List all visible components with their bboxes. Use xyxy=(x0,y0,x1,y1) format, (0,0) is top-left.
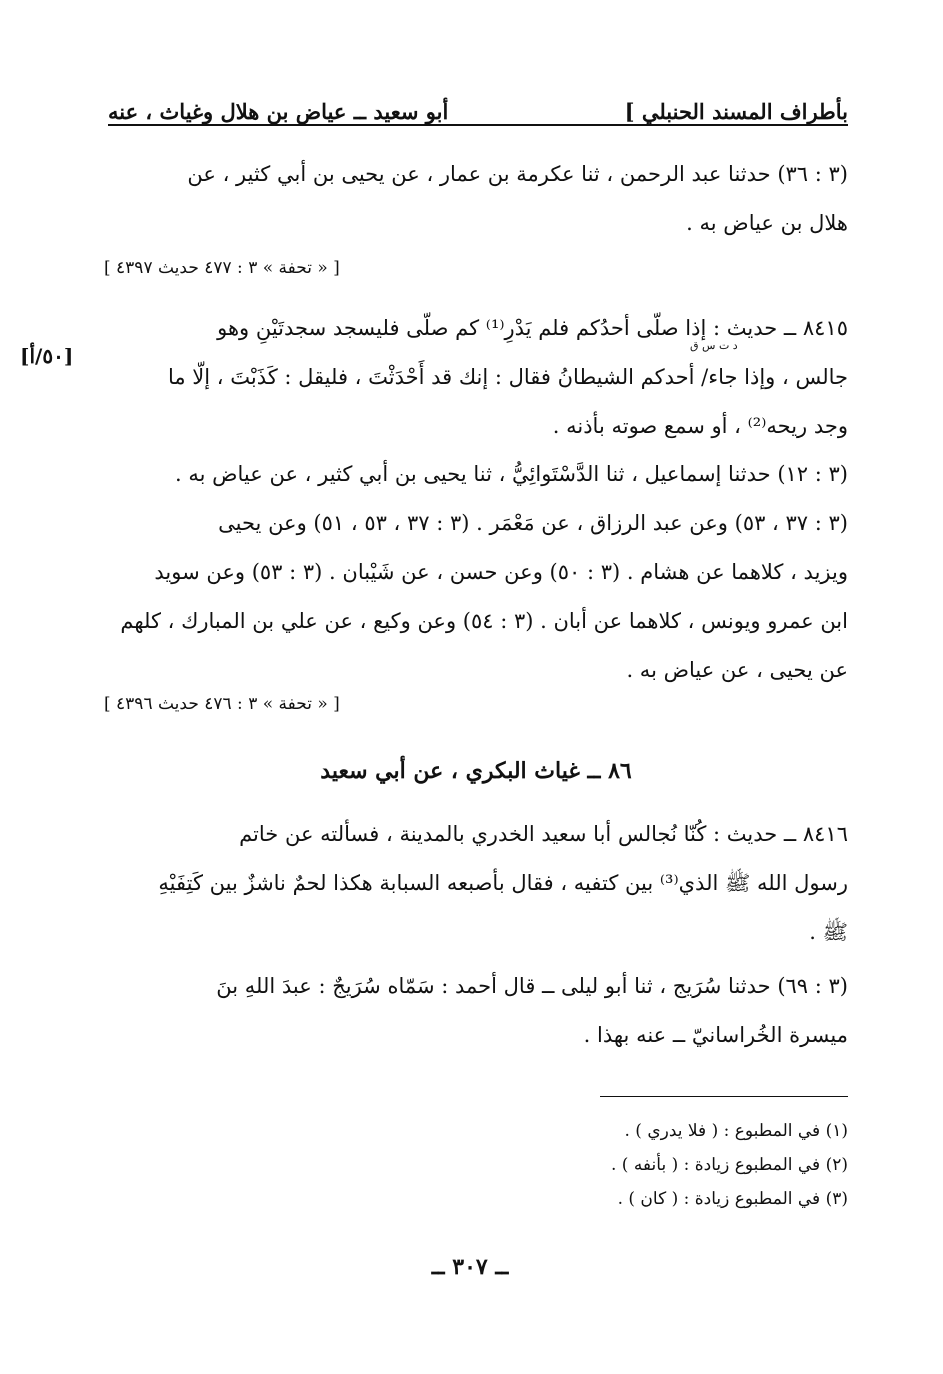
text-line: جالس ، وإذا جاء/ أحدكم الشيطانُ فقال : إنك قد أَحْدَثْتَ ، فليقل : كَذَبْتَ ، إلّا ما xyxy=(167,365,848,389)
page-number: ــ ٣٠٧ ــ xyxy=(431,1254,509,1280)
isnad-paragraph-2 xyxy=(104,450,848,695)
text-line: ابن عمرو ويونس ، كلاهما عن أبان . (٣ : ٥٤) وعن وكيع ، عن علي بن المبارك ، كلهم xyxy=(120,609,848,633)
text-line: هلال بن عياض به . xyxy=(686,211,848,235)
isnad-paragraph-3 xyxy=(104,962,848,1060)
footnote: (١) في المطبوع : ( فلا يدري ) . xyxy=(624,1121,848,1141)
text-line: (٣ : ٦٩) حدثنا سُرَيج ، ثنا أبو ليلى ــ قال أحمد : سَمّاه سُرَيجٌ : عبدَ اللهِ بنَ xyxy=(216,974,848,998)
text-line: وجد ريحه⁽²⁾ ، أو سمع صوته بأذنه . xyxy=(552,414,848,438)
section-heading: ٨٦ ــ غياث البكري ، عن أبي سعيد xyxy=(320,758,632,784)
tuhfa-reference-1: [ « تحفة » ٣ : ٤٧٧ حديث ٤٣٩٧ ] xyxy=(104,258,340,278)
isnad-paragraph-1 xyxy=(104,150,848,248)
hadith-8416 xyxy=(104,810,848,957)
header-section-title: أبو سعيد ــ عياض بن هلال وغياث ، عنه xyxy=(108,99,449,124)
text-line: (٣ : ٣٦) حدثنا عبد الرحمن ، ثنا عكرمة بن عمار ، عن يحيى بن أبي كثير ، عن xyxy=(187,162,848,186)
text-line: رسول الله ﷺ الذي⁽³⁾ بين كتفيه ، فقال بأصبعه السبابة هكذا لحمٌ ناشزٌ بين كَتِفَيْهِ xyxy=(158,871,848,895)
text-line: (٣ : ١٢) حدثنا إسماعيل ، ثنا الدَّسْتَوائِيُّ ، ثنا يحيى بن أبي كثير ، عن عياض به . xyxy=(175,462,848,486)
hadith-8415 xyxy=(104,304,848,451)
source-sigla: د ت س ق xyxy=(690,339,738,352)
manuscript-folio-note: [٥٠/أ] xyxy=(20,344,74,368)
footnotes xyxy=(540,1114,848,1216)
text-line: (٣ : ٣٧ ، ٥٣) وعن عبد الرزاق ، عن مَعْمَر . (٣ : ٣٧ ، ٥٣ ، ٥١) وعن يحيى xyxy=(218,511,848,535)
tuhfa-reference-2: [ « تحفة » ٣ : ٤٧٦ حديث ٤٣٩٦ ] xyxy=(104,694,340,714)
text-line: ويزيد ، كلاهما عن هشام . (٣ : ٥٠) وعن حسن ، عن شَيْبان . (٣ : ٥٣) وعن سويد xyxy=(154,560,848,584)
text-line: ٨٤١٦ ــ حديث : كُنّا نُجالس أبا سعيد الخدري بالمدينة ، فسألته عن خاتم xyxy=(239,822,848,846)
text-line: ﷺ . xyxy=(809,920,848,944)
text-line: عن يحيى ، عن عياض به . xyxy=(626,658,848,682)
footnote-divider xyxy=(600,1096,848,1097)
footnote: (٣) في المطبوع زيادة : ( كان ) . xyxy=(617,1189,848,1209)
text-line: ميسرة الخُراسانيّ ــ عنه بهذا . xyxy=(583,1023,848,1047)
running-header xyxy=(108,84,848,124)
footnote: (٢) في المطبوع زيادة : ( بأنفه ) . xyxy=(610,1155,848,1175)
header-book-title: بأطراف المسند الحنبلي ] xyxy=(624,99,848,124)
text-line: ٨٤١٥ ــ حديث : إذا صلّى أحدُكم فلم يَدْرِ⁽¹⁾ كم صلّى فليسجد سجدتَيْنِ وهو xyxy=(217,316,848,340)
header-divider xyxy=(108,124,848,126)
